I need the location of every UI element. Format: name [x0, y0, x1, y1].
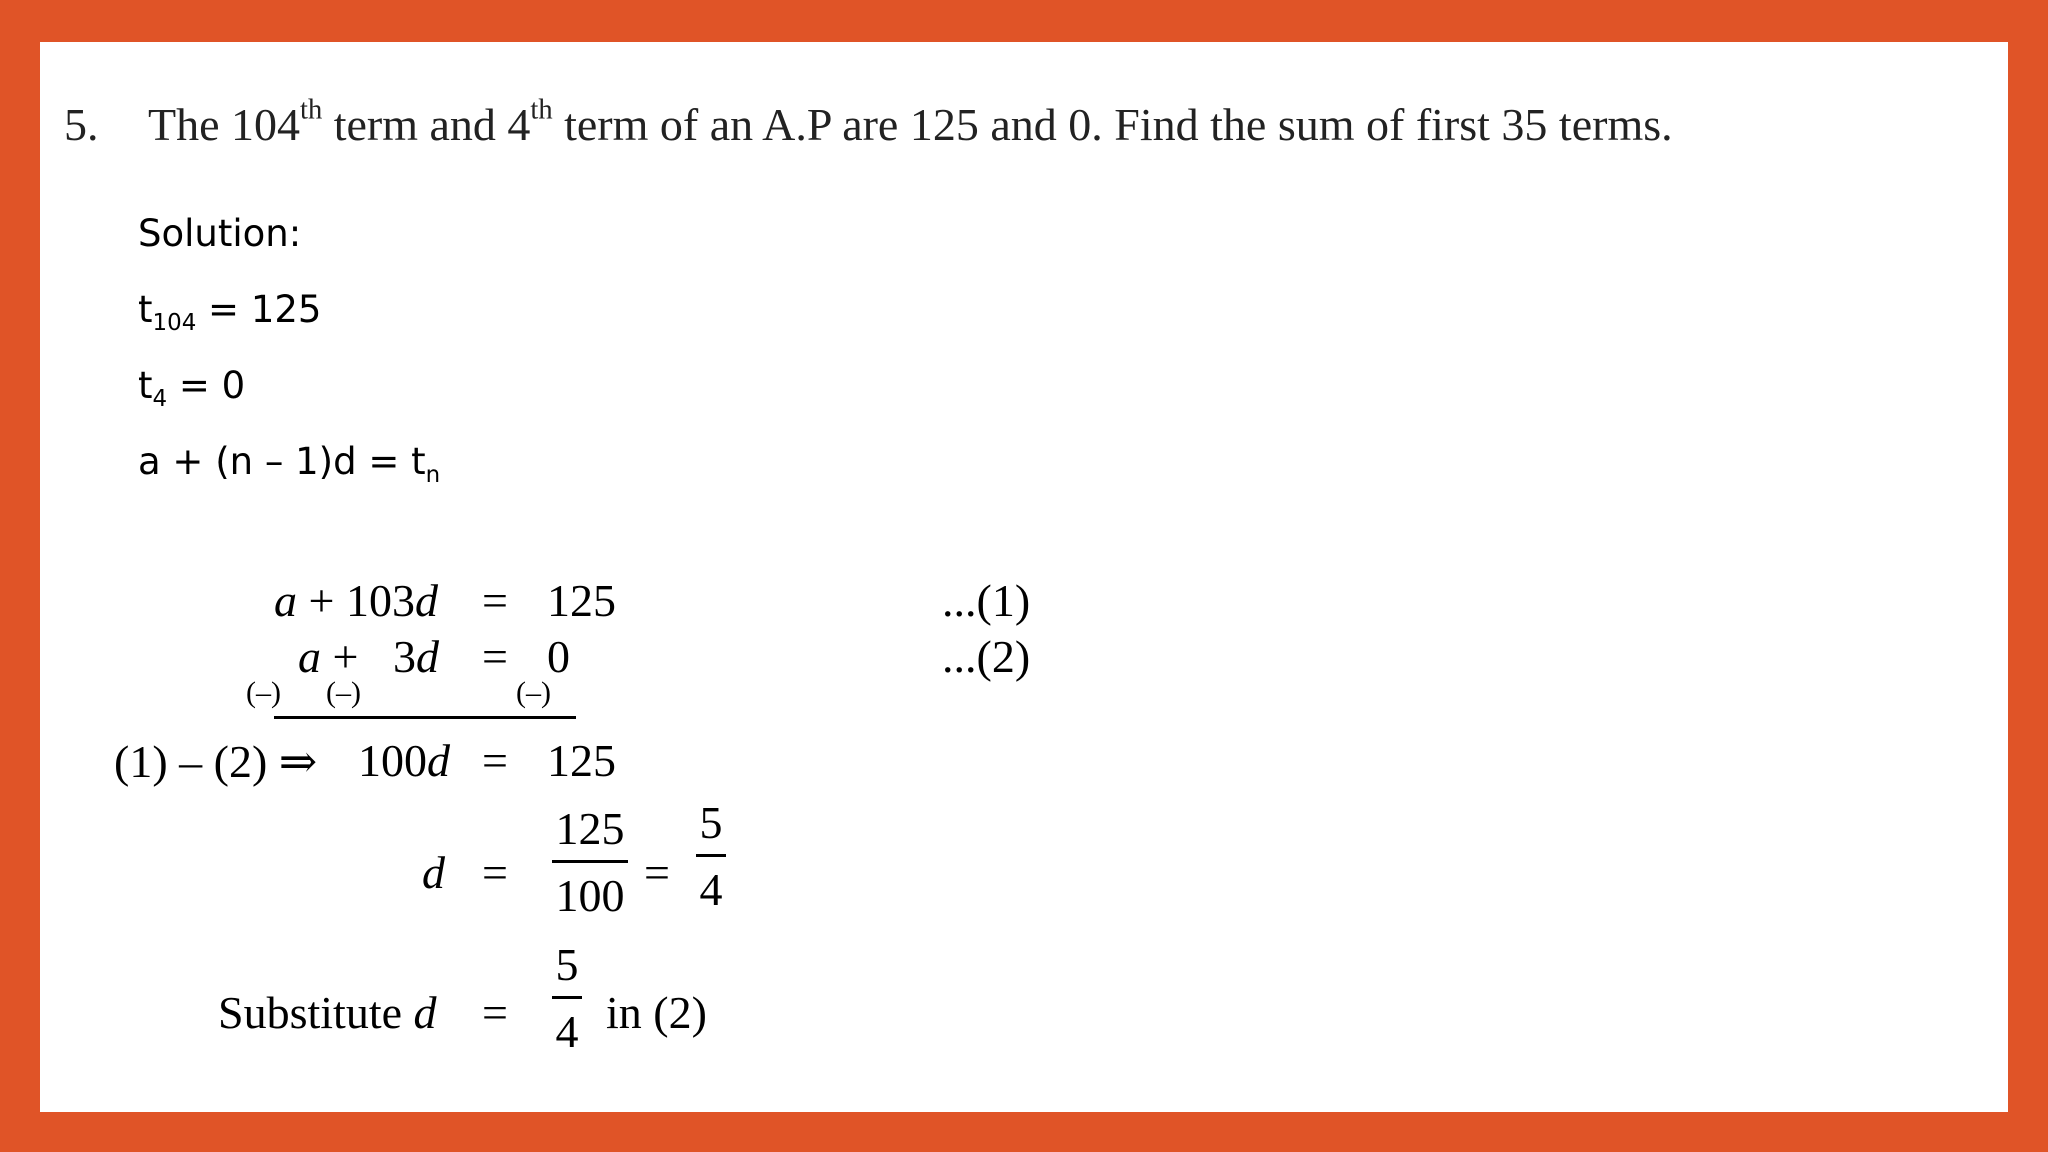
step2-equals-2: =: [644, 847, 670, 898]
solution-heading: Solution:: [138, 212, 302, 255]
equation-2-rhs: 0: [547, 631, 570, 682]
sign-change-marker: (–): [246, 676, 281, 709]
step1-equals: =: [482, 735, 508, 786]
step1-rhs: 125: [547, 735, 616, 786]
equation-1-equals: =: [482, 575, 508, 626]
step2-equals: =: [482, 847, 508, 898]
substitute-label: Substitute d: [218, 987, 437, 1038]
question-text: The 104th term and 4th term of an A.P are 125 and 0. Find the sum of first 35 terms.: [148, 94, 1673, 150]
step2-lhs: d: [422, 847, 445, 898]
fraction-125-over-100: 125 100: [552, 806, 628, 919]
given-t4: $t_4 = 0$: [138, 364, 246, 413]
step1-lhs: 100d: [358, 735, 450, 786]
question-number: 5.: [64, 99, 99, 150]
fraction-bar: [552, 860, 628, 863]
equation-2-lhs: a + 3d: [298, 631, 439, 682]
subtraction-label: (1) – (2) ⇒: [114, 736, 318, 787]
sign-change-marker: (–): [516, 676, 551, 709]
equation-1-lhs: a + 103d: [274, 575, 438, 626]
equation-1-tag: ...(1): [942, 575, 1031, 626]
given-t104: $t_{104} = 125$: [138, 288, 322, 337]
general-term-formula: $a + (n - 1)d = t_n$: [138, 440, 441, 489]
substitute-tail: in (2): [606, 987, 707, 1038]
fraction-bar: [552, 996, 582, 999]
subtraction-rule: [274, 716, 576, 719]
equation-1-rhs: 125: [547, 575, 616, 626]
step3-equals: =: [482, 987, 508, 1038]
slide: [40, 42, 2008, 1112]
sign-change-marker: (–): [326, 676, 361, 709]
fraction-bar: [696, 854, 726, 857]
fraction-5-over-4: 5 4: [552, 942, 582, 1055]
equation-2-equals: =: [482, 631, 508, 682]
fraction-5-over-4: 5 4: [696, 800, 726, 913]
equation-2-tag: ...(2): [942, 631, 1031, 682]
